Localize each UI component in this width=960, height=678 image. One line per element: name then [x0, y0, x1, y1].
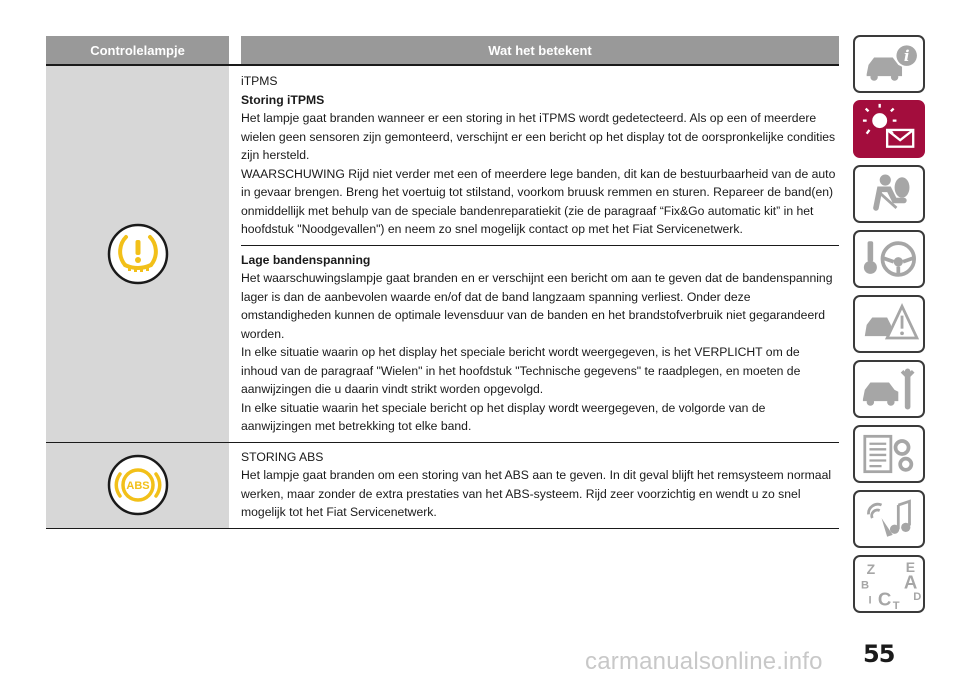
block-paragraph: WAARSCHUWING Rijd niet verder met een of meerdere lege banden, dit kan de bestuurbaarheid van de auto in gevaar brengen. Breng het voertuig tot stilstand, voorkom bruusk remmen en sturen. Repareer de band(en) onmiddellijk met behulp van de speciale bandenreparatiekit (zie de paragraaf “Fix&Go automatic kit” in het hoofdstuk "Noodgevallen") en neem zo snel mogelijk contact op met het Fiat Servicenetwerk.: [241, 166, 836, 236]
car-wrench-icon: [855, 362, 923, 416]
abs-warning-icon: [107, 454, 169, 516]
tab-index[interactable]: [853, 555, 925, 613]
svg-text:A: A: [903, 571, 918, 593]
abs-label: ABS: [125, 480, 150, 492]
icon-cell: [46, 66, 229, 442]
warning-lights-table: [46, 36, 839, 529]
block-heading: Storing iTPMS: [241, 92, 325, 107]
tab-multimedia[interactable]: [853, 490, 925, 548]
block-paragraph: Het lampje gaat branden om een storing van het ABS aan te geven. In dit geval blijft het remsysteem normaal werken, maar zonder de extra prestaties van het ABS-systeem. Rijd zeer voorzichtig en wendt u zo snel mogelijk tot het Fiat Servicenetwerk.: [241, 468, 832, 519]
icon-cell: [46, 443, 229, 528]
airbag-safety-icon: [855, 167, 923, 221]
svg-text:I: I: [868, 594, 872, 607]
tpms-warning-icon: [107, 223, 169, 285]
block-paragraph: In elke situatie waarin het speciale bericht op het display wordt weergegeven, de volgorde van de aanwijzingen met betrekking tot elke band.: [241, 400, 766, 433]
table-row-itpms: [46, 66, 839, 442]
chapter-nav: [853, 35, 929, 620]
warning-lights-icon: [855, 102, 923, 156]
table-row-abs: [46, 443, 839, 528]
svg-text:B: B: [861, 579, 870, 592]
index-letters-icon: [855, 557, 923, 611]
accident-emergency-icon: [855, 297, 923, 351]
block-storing-itpms: [241, 66, 839, 245]
page-number: 55: [863, 640, 895, 668]
tab-warning-lights[interactable]: [853, 100, 925, 158]
tab-maintenance[interactable]: [853, 360, 925, 418]
block-paragraph: Het waarschuwingslampje gaat branden en er verschijnt een bericht om aan te geven dat de bandenspanning lager is dan de aanbevolen waarde en/of dat de band langzaam spanning verliest. Onder deze omstandigheden kunnen de optimale levensduur van de banden en het brandstofverbruik niet gegarandeerd worden.: [241, 271, 833, 341]
tab-emergencies[interactable]: [853, 295, 925, 353]
block-storing-abs: [241, 443, 839, 528]
tab-safety[interactable]: [853, 165, 925, 223]
header-wat-het-betekent: Wat het betekent: [488, 42, 592, 58]
technical-data-icon: [855, 427, 923, 481]
block-paragraph: In elke situatie waarin op het display het speciale bericht wordt weergegeven, is het VERPLICHT om de inhoud van de paragraaf "Wielen" in het hoofdstuk "Technische gegevens" te raadplegen, en moeten de aanwijzingen die u daarin vindt strikt worden opgevolgd.: [241, 345, 801, 396]
svg-text:Z: Z: [866, 560, 876, 577]
svg-text:D: D: [913, 590, 922, 603]
watermark: carmanualsonline.info: [585, 648, 823, 675]
tab-car-info[interactable]: [853, 35, 925, 93]
block-label: iTPMS: [241, 74, 278, 88]
svg-text:C: C: [877, 588, 892, 610]
multimedia-icon: [855, 492, 923, 546]
tab-technical-data[interactable]: [853, 425, 925, 483]
car-info-icon: [855, 37, 923, 91]
block-paragraph: Het lampje gaat branden wanneer er een storing in het iTPMS wordt gedetecteerd. Als op een of meerdere wielen geen sensoren zijn gemonteerd, verschijnt er een bericht op het display tot de oorspronkelijke condities zijn hersteld.: [241, 111, 836, 162]
svg-text:i: i: [903, 47, 910, 66]
table-header: [46, 36, 839, 64]
svg-text:T: T: [892, 600, 900, 611]
svg-text:E: E: [905, 558, 916, 575]
key-steering-wheel-icon: [855, 232, 923, 286]
tab-starting-driving[interactable]: [853, 230, 925, 288]
header-controlelampje: Controlelampje: [90, 42, 185, 58]
block-label: STORING ABS: [241, 449, 324, 464]
block-lage-bandenspanning: [241, 246, 839, 442]
block-heading: Lage bandenspanning: [241, 252, 371, 267]
